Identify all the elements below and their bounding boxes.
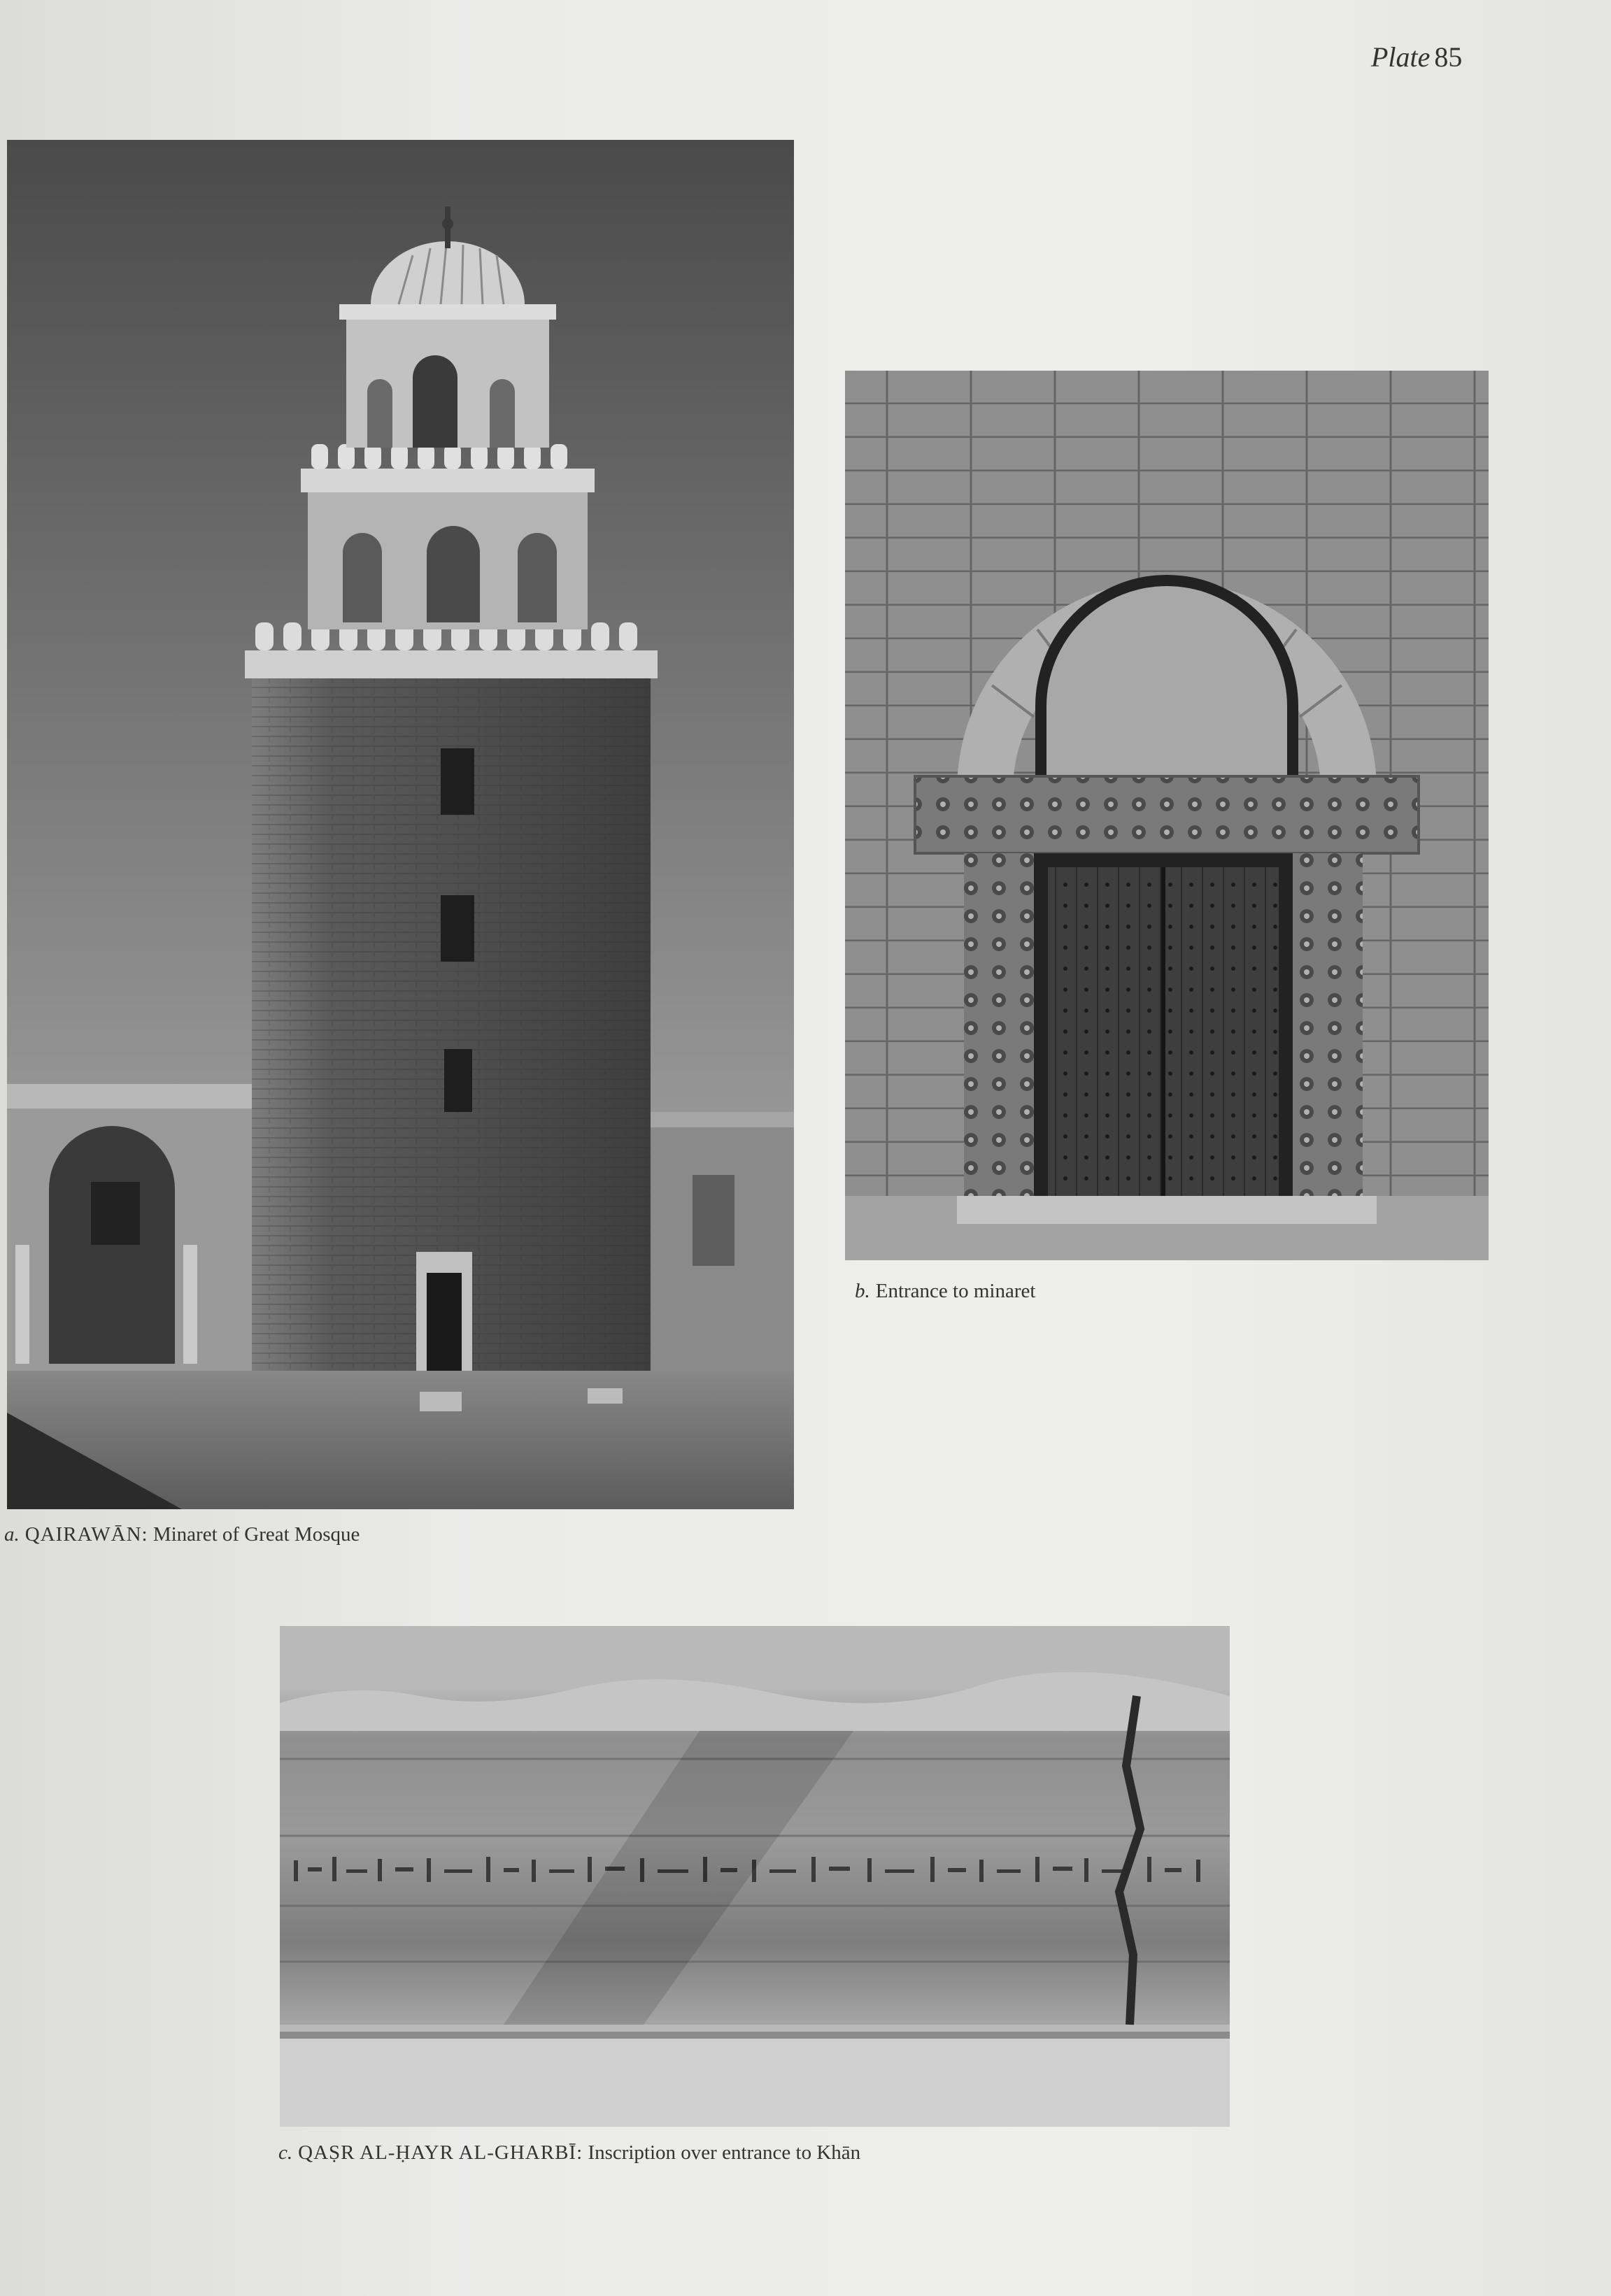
caption-a-text: Minaret of Great Mosque xyxy=(152,1523,360,1546)
plate-word: Plate xyxy=(1371,41,1431,73)
caption-b-letter: b. xyxy=(855,1280,870,1302)
caption-c-letter: c. xyxy=(278,2141,293,2164)
caption-a xyxy=(4,1523,360,1546)
photo-minaret xyxy=(7,140,794,1509)
plate-number: 85 xyxy=(1434,41,1463,73)
caption-b-text: Entrance to minaret xyxy=(875,1280,1036,1302)
caption-c-text: Inscription over entrance to Khān xyxy=(588,2141,861,2164)
caption-b xyxy=(855,1280,1035,1303)
caption-a-place: QAIRAWĀN: xyxy=(24,1523,148,1546)
caption-c-place: QAṢR AL-ḤAYR AL-GHARBĪ: xyxy=(298,2141,583,2164)
caption-a-letter: a. xyxy=(4,1523,20,1546)
photo-inscription xyxy=(280,1626,1230,2127)
plate-label xyxy=(1371,41,1462,73)
caption-c xyxy=(278,2141,860,2165)
photo-entrance xyxy=(845,371,1489,1260)
